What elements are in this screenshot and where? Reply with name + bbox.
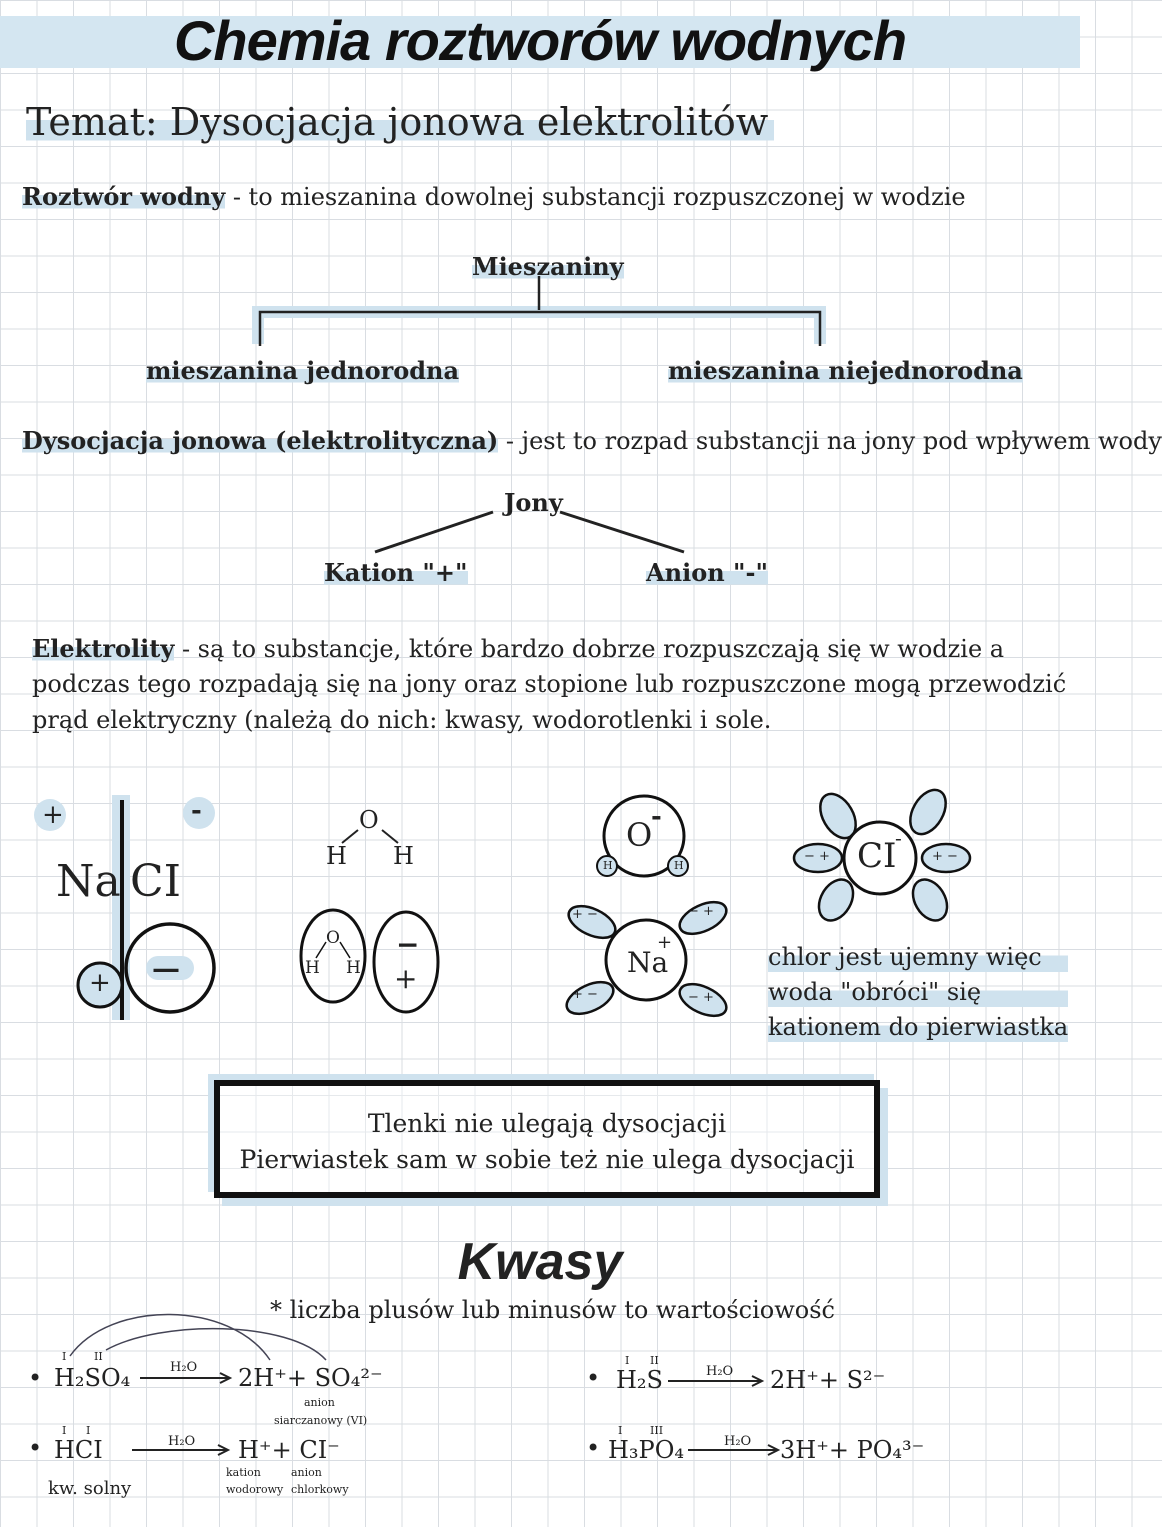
eq2-note-kation-name: wodorowy <box>226 1483 284 1496</box>
chlor-note-line2: woda "obróci" się <box>768 975 1068 1010</box>
eq1-val-so4: II <box>94 1350 103 1363</box>
dipole-h1-label: H <box>305 958 320 978</box>
na-water-4: − + <box>688 990 714 1005</box>
nacl-cl-label: CI <box>130 856 182 907</box>
dipole-minus-sign: − <box>396 928 420 961</box>
dipole-h2-label: H <box>346 958 361 978</box>
dipole-plus-sign: + <box>394 962 418 995</box>
eq4-bullet: • <box>586 1434 601 1462</box>
elektrolity-term: Elektrolity <box>32 634 175 663</box>
dipole-o-label: O <box>326 928 340 948</box>
roztwor-text: - to mieszanina dowolnej substancji rozpuszczonej w wodzie <box>225 183 966 211</box>
nacl-cation-sign: + <box>89 968 111 998</box>
eq2-note-anion-name: chlorkowy <box>291 1483 349 1496</box>
eq1-right: 2H⁺+ SO₄²⁻ <box>238 1364 383 1392</box>
eq4-right: 3H⁺+ PO₄³⁻ <box>780 1436 925 1464</box>
o-ion-label: O <box>626 816 653 854</box>
eq2-catalyst: H₂O <box>168 1434 196 1449</box>
eq2-acid-name: kw. solny <box>48 1478 132 1499</box>
subject-text: Temat: Dysocjacja jonowa elektrolitów <box>26 100 774 144</box>
note-box-line1: Tlenki nie ulegają dysocjacji <box>367 1109 727 1138</box>
kwasy-heading: Kwasy <box>457 1233 623 1291</box>
water-h2-label: H <box>393 842 414 870</box>
nacl-na-label: Na <box>56 856 121 907</box>
eq2-bullet: • <box>28 1434 43 1462</box>
jony-root: Jony <box>504 488 563 517</box>
chlor-note-line3: kationem do pierwiastka <box>768 1010 1068 1045</box>
eq2-right: H⁺+ CI⁻ <box>238 1436 340 1464</box>
eq4-val-h: I <box>618 1424 623 1437</box>
cl-water-right: + − <box>932 849 958 864</box>
note-box <box>214 1080 880 1198</box>
o-h-right-label: H <box>674 859 684 872</box>
jony-kation: Kation "+" <box>324 558 468 587</box>
eq3-bullet: • <box>586 1364 601 1392</box>
eq2-note-kation: kation <box>226 1466 261 1479</box>
eq2-note-anion: anion <box>291 1466 322 1479</box>
eq1-left: H₂SO₄ <box>54 1364 131 1392</box>
o-ion-charge: - <box>651 802 662 832</box>
chlor-note <box>768 940 1068 1045</box>
mieszaniny-left: mieszanina jednorodna <box>146 356 460 385</box>
mieszaniny-bracket <box>258 276 820 346</box>
na-water-2: − + <box>688 904 714 919</box>
mieszaniny-root: Mieszaniny <box>472 252 624 281</box>
eq1-bullet: • <box>28 1364 43 1392</box>
water-o-label: O <box>359 806 379 834</box>
na-ion-label: Na <box>627 946 669 979</box>
roztwor-term: Roztwór wodny <box>22 182 226 211</box>
page-title: Chemia roztworów wodnych <box>173 9 907 72</box>
na-ion-charge: + <box>657 932 673 953</box>
eq1-val-h: I <box>62 1350 67 1363</box>
cl-ion-label: CI <box>857 836 897 876</box>
elektrolity-line2: podczas tego rozpadają się na jony oraz stopione lub rozpuszczone mogą przewodzić <box>32 670 1067 698</box>
kwasy-note: * liczba plusów lub minusów to wartościowość <box>270 1296 835 1324</box>
nacl-plus-sign: + <box>42 800 64 830</box>
na-water-3: + − <box>572 987 598 1002</box>
dysocjacja-text: - jest to rozpad substancji na jony pod wpływem wody <box>498 427 1162 455</box>
eq2-val-cl: I <box>86 1424 91 1437</box>
o-h-left-label: H <box>603 859 613 872</box>
cl-water-left: − + <box>804 849 830 864</box>
nacl-minus-sign: - <box>191 796 202 826</box>
note-box-line2: Pierwiastek sam w sobie też nie ulega dysocjacji <box>239 1145 855 1174</box>
eq3-left: H₂S <box>616 1366 663 1394</box>
eq4-left: H₃PO₄ <box>608 1436 684 1464</box>
eq3-val-h: I <box>625 1354 630 1367</box>
eq3-val-s: II <box>650 1354 659 1367</box>
eq1-catalyst: H₂O <box>170 1360 198 1375</box>
cl-ion-charge: - <box>895 826 902 850</box>
eq4-catalyst: H₂O <box>724 1434 752 1449</box>
chlor-note-line1: chlor jest ujemny więc <box>768 940 1068 975</box>
eq3-right: 2H⁺+ S²⁻ <box>770 1366 886 1394</box>
water-dipoles <box>301 910 438 1012</box>
elektrolity-line3: prąd elektryczny (należą do nich: kwasy, wodorotlenki i sole. <box>32 706 772 734</box>
eq4-val-po4: III <box>650 1424 664 1437</box>
jony-anion: Anion "-" <box>646 558 768 587</box>
eq2-left: HCI <box>54 1436 103 1464</box>
na-water-1: + − <box>572 907 598 922</box>
eq1-note-name: siarczanowy (VI) <box>274 1414 368 1427</box>
eq2-val-h: I <box>62 1424 67 1437</box>
nacl-anion-sign: — <box>152 952 180 985</box>
elektrolity-text1: - są to substancje, które bardzo dobrze rozpuszczają się w wodzie a <box>174 635 1005 663</box>
eq1-note-anion: anion <box>304 1396 335 1409</box>
dysocjacja-term: Dysocjacja jonowa (elektrolityczna) <box>22 426 499 455</box>
water-h1-label: H <box>326 842 347 870</box>
eq3-catalyst: H₂O <box>706 1364 734 1379</box>
jony-lines <box>375 512 684 552</box>
mieszaniny-right: mieszanina niejednorodna <box>668 356 1023 385</box>
